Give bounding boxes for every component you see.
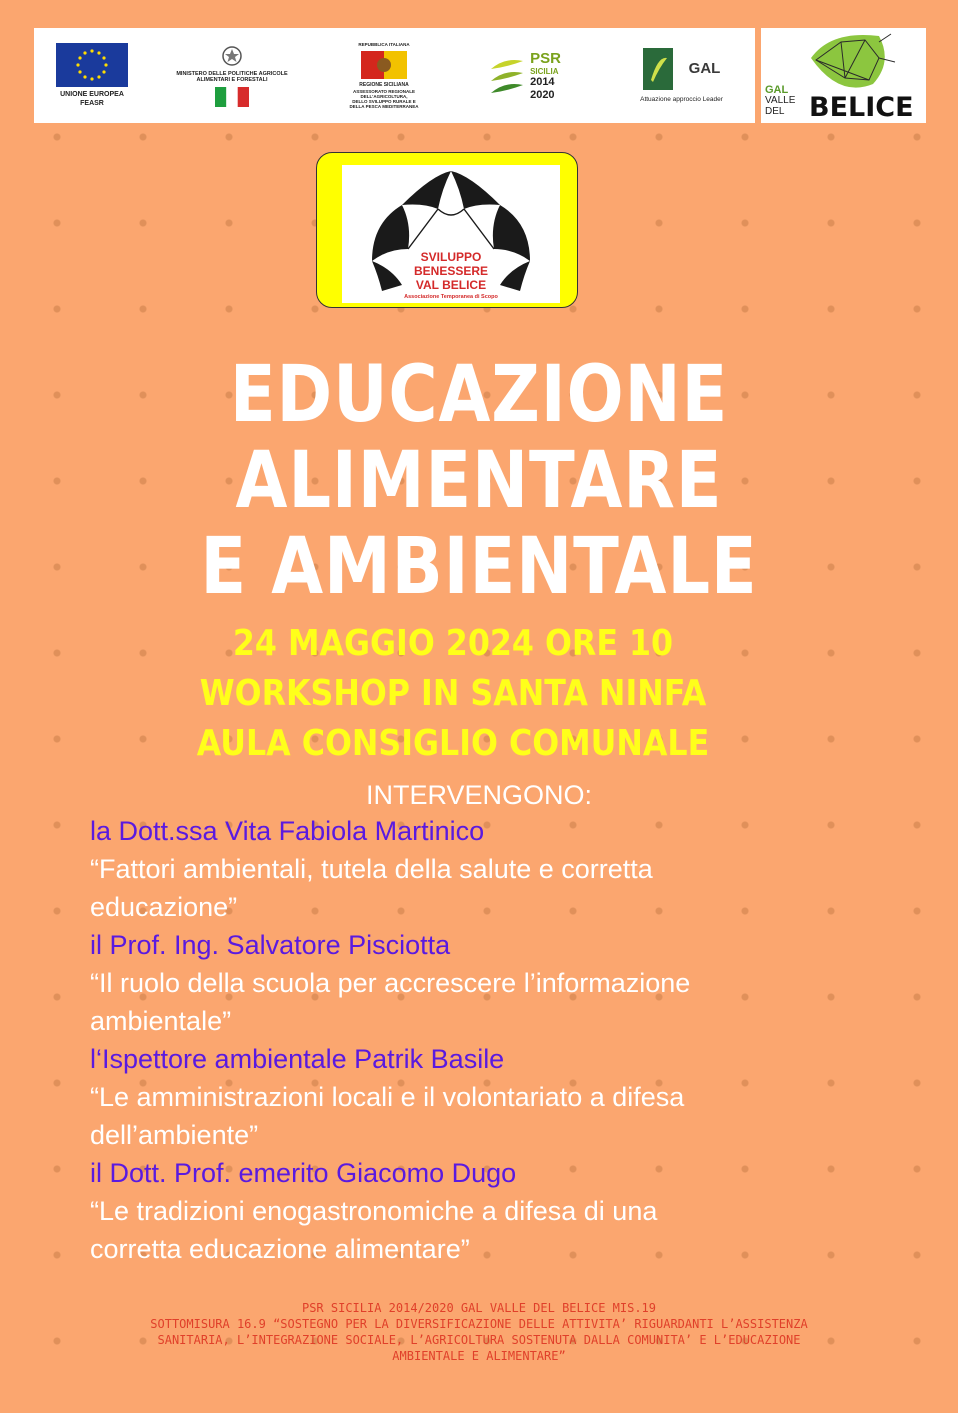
event-datetime: 24 MAGGIO 2024 ORE 10 xyxy=(232,623,674,664)
ministero-line2: ALIMENTARI E FORESTALI xyxy=(196,77,268,83)
speakers-list xyxy=(90,812,890,1268)
italian-flag-icon xyxy=(215,87,249,107)
speaker-item xyxy=(90,926,890,1040)
gal-label: GAL xyxy=(765,84,789,96)
regione-sicilia-logo xyxy=(334,28,434,123)
speaker-topic: ambientale” xyxy=(90,1006,232,1036)
footer-line: PSR SICILIA 2014/2020 GAL VALLE DEL BELICE MIS.19 xyxy=(301,1301,656,1315)
speaker-topic: educazione” xyxy=(90,892,238,922)
speaker-topic: corretta educazione alimentare” xyxy=(90,1234,470,1264)
regione-line3: DELL'AGRICOLTURA, xyxy=(360,93,408,99)
speakers-heading: INTERVENGONO: xyxy=(365,780,593,810)
title-line-1: EDUCAZIONE xyxy=(229,350,729,440)
regione-line1: REGIONE SICILIANA xyxy=(359,81,409,88)
psr-year-start: 2014 xyxy=(530,76,555,89)
eu-flag-icon xyxy=(56,43,128,87)
psr-label: PSR xyxy=(530,49,561,67)
footer-line: SANITARIA, L’INTEGRAZIONE SOCIALE, L’AGRICOLTURA SOSTENUTA DALLA COMUNITA’ E L’EDUCAZIONE xyxy=(157,1333,801,1347)
emblem-icon xyxy=(220,44,244,68)
eu-logo xyxy=(42,28,142,123)
speaker-topic: dell’ambiente” xyxy=(90,1120,259,1150)
association-logo xyxy=(342,165,560,303)
speaker-name: il Prof. Ing. Salvatore Pisciotta xyxy=(90,930,451,960)
association-logo-frame xyxy=(316,152,578,308)
psr-region: SICILIA xyxy=(530,66,559,76)
speaker-topic: “Le amministrazioni locali e il volontariato a difesa xyxy=(90,1082,685,1112)
association-line1: SVILUPPO xyxy=(420,250,482,264)
leader-logo xyxy=(624,28,739,123)
title-line-2: ALIMENTARE xyxy=(235,436,723,526)
belice-label: BELICE xyxy=(809,92,914,123)
speaker-topic: “Fattori ambientali, tutela della salute e corretta xyxy=(90,854,653,884)
gal-valle-del-belice-logo xyxy=(761,28,926,123)
footer-line: SOTTOMISURA 16.9 “SOSTEGNO PER LA DIVERSIFICAZIONE DELLE ATTIVITA’ RIGUARDANTI L’ASSISTENZA xyxy=(150,1317,808,1331)
title-line-3: E AMBIENTALE xyxy=(200,522,758,612)
regione-line2: ASSESSORATO REGIONALE xyxy=(352,88,416,94)
psr-leaves-icon xyxy=(487,51,527,101)
speaker-topic: “Le tradizioni enogastronomiche a difesa di una xyxy=(90,1196,658,1226)
regione-line5: DELLA PESCA MEDITERRANEA xyxy=(349,104,419,110)
leader-gal-label: GAL xyxy=(688,60,721,78)
psr-year-end: 2020 xyxy=(530,88,555,101)
eu-label: UNIONE EUROPEA xyxy=(60,91,124,99)
valle-label: VALLE xyxy=(765,95,796,106)
footer-line: AMBIENTALE E ALIMENTARE” xyxy=(392,1349,566,1363)
funding-footer xyxy=(60,1300,898,1364)
speaker-item xyxy=(90,1154,890,1268)
speaker-name: il Dott. Prof. emerito Giacomo Dugo xyxy=(90,1158,517,1188)
speaker-name: l‘Ispettore ambientale Patrik Basile xyxy=(90,1044,505,1074)
regione-line4: DELLO SVILUPPO RURALE E xyxy=(352,98,416,104)
speaker-name: la Dott.ssa Vita Fabiola Martinico xyxy=(90,816,485,846)
partner-logos-strip xyxy=(34,28,755,123)
association-caption: Associazione Temporanea di Scopo xyxy=(404,294,498,300)
ministero-line1: MINISTERO DELLE POLITICHE AGRICOLE xyxy=(176,70,288,77)
association-line3: VAL BELICE xyxy=(415,278,487,292)
eu-fund-label: FEASR xyxy=(80,99,104,107)
event-venue: AULA CONSIGLIO COMUNALE xyxy=(196,723,710,764)
leader-caption: Attuazione approccio Leader xyxy=(640,95,723,103)
trinacria-icon xyxy=(359,49,409,81)
leader-icon xyxy=(643,48,673,90)
association-line2: BENESSERE xyxy=(413,264,489,278)
speaker-item xyxy=(90,812,890,926)
speaker-item xyxy=(90,1040,890,1154)
speaker-topic: “Il ruolo della scuola per accrescere l’informazione xyxy=(90,968,691,998)
ministero-logo xyxy=(152,28,312,123)
regione-top: REPUBBLICA ITALIANA xyxy=(358,41,410,47)
psr-sicilia-logo xyxy=(474,28,574,123)
event-workshop: WORKSHOP IN SANTA NINFA xyxy=(199,673,707,714)
del-label: DEL xyxy=(765,106,785,117)
